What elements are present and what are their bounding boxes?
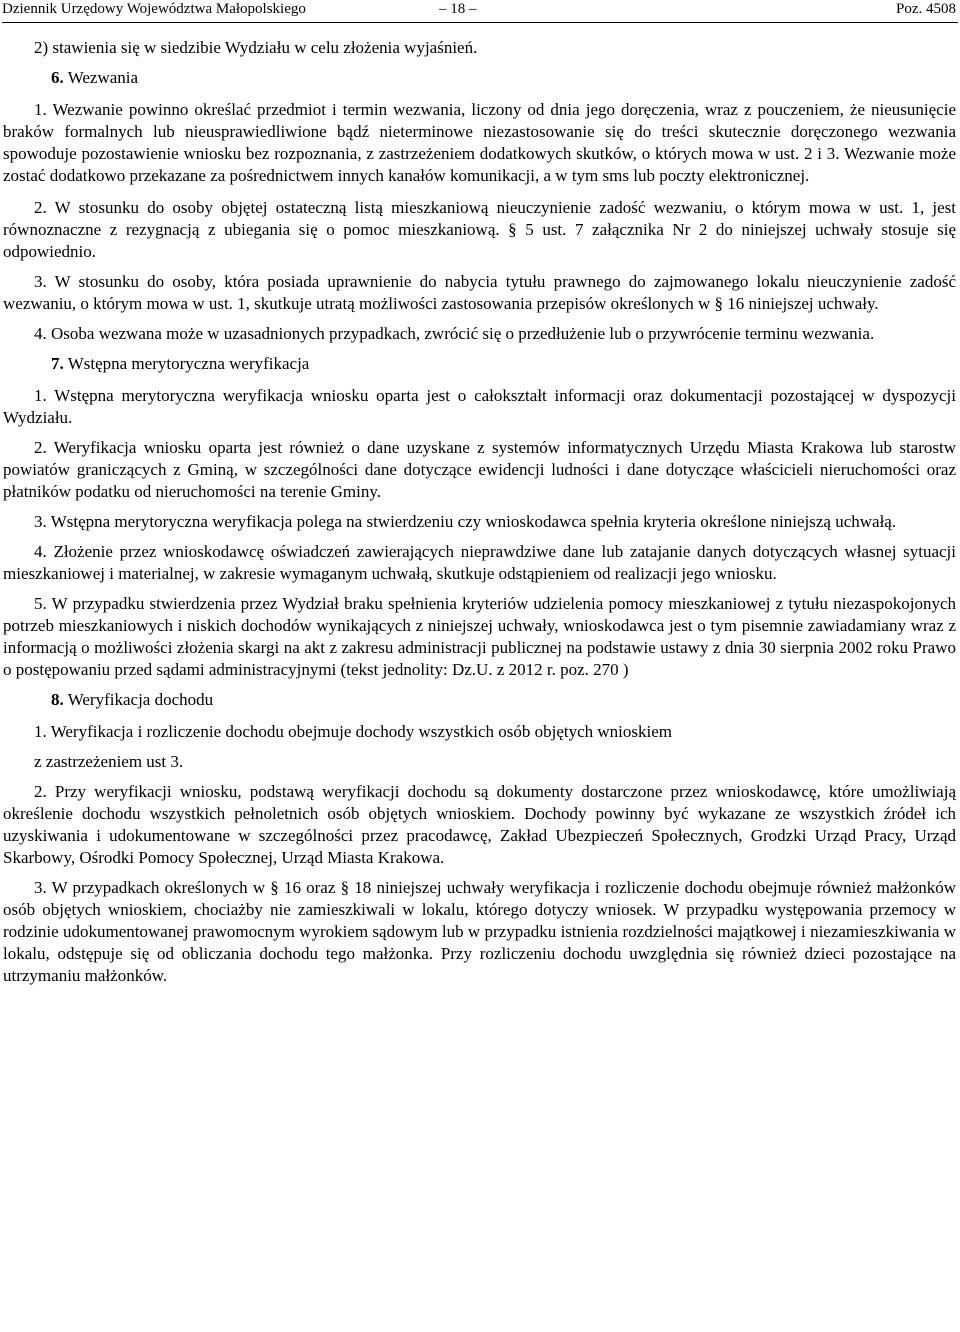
section-6-title: Wezwania <box>67 68 139 87</box>
section-8-paragraph-3: 3. W przypadkach określonych w § 16 oraz § 18 niniejszej uchwały weryfikacja i rozliczenie dochodu obejmuje również małżonków osób objętych wnioskiem, chociażby nie zamieszkiwali w lokalu, którego dotyczy wniosek. W przypadku występowania przemocy w rodzinie udokumentowanej prawomocnym wyrokiem sądowym lub w przypadku istnienia rozdzielności majątkowej i niezamieszkiwania w lokalu, odstępuje się od obliczania dochodu tego małżonka. Przy rozliczeniu dochodu uwzględnia się również dzieci pozostające na utrzymaniu małżonków. <box>3 878 956 985</box>
section-6-paragraph-2: 2. W stosunku do osoby objętej ostateczną listą mieszkaniową nieuczynienie zadość wezwaniu, o którym mowa w ust. 1, jest równoznaczne z rezygnacją z ubiegania się o pomoc mieszkaniową. § 5 ust. 7 załącznika Nr 2 do niniejszej uchwały stosuje się odpowiednio. <box>3 198 956 261</box>
section-6-paragraph-1: 1. Wezwanie powinno określać przedmiot i termin wezwania, liczony od dnia jego doręczenia, wraz z pouczeniem, że nieusunięcie braków formalnych lub nieusprawiedliwione bądź nieterminowe niezastosowanie się do treści skutecznie doręczonego wezwania spowoduje pozostawienie wniosku bez rozpoznania, z zastrzeżeniem dodatkowych skutków, o których mowa w ust. 2 i 3. Wezwanie może zostać dodatkowo przekazane za pośrednictwem innych kanałów komunikacji, a w tym sms lub poczty elektronicznej. <box>3 100 956 185</box>
section-7-number: 7. <box>51 354 64 373</box>
page-number: – 18 – <box>439 1 477 17</box>
section-7-paragraph-4: 4. Złożenie przez wnioskodawcę oświadczeń zawierających nieprawdziwe dane lub zatajanie danych dotyczących własnej sytuacji mieszkaniowej i materialnej, w zakresie wymaganym uchwałą, skutkuje odstąpieniem od realizacji jego wniosku. <box>3 542 956 583</box>
document-body <box>3 37 956 995</box>
intro-paragraph: 2) stawienia się w siedzibie Wydziału w celu złożenia wyjaśnień. <box>34 38 478 57</box>
journal-title: Dziennik Urzędowy Województwa Małopolskiego <box>2 1 306 17</box>
section-6-paragraph-4: 4. Osoba wezwana może w uzasadnionych przypadkach, zwrócić się o przedłużenie lub o przywrócenie terminu wezwania. <box>34 324 875 343</box>
section-8-paragraph-1-continuation: z zastrzeżeniem ust 3. <box>34 752 184 771</box>
section-7-paragraph-2: 2. Weryfikacja wniosku oparta jest również o dane uzyskane z systemów informatycznych Urzędu Miasta Krakowa lub starostw powiatów graniczących z Gminą, w szczególności dane dotyczące ewidencji ludności i dane dotyczące właścicieli nieruchomości oraz płatników podatku od nieruchomości na terenie Gminy. <box>3 438 956 501</box>
section-8-number: 8. <box>51 690 64 709</box>
section-7-paragraph-3: 3. Wstępna merytoryczna weryfikacja polega na stwierdzeniu czy wnioskodawca spełnia kryteria określone niniejszą uchwałą. <box>34 512 897 531</box>
section-8-paragraph-1: 1. Weryfikacja i rozliczenie dochodu obejmuje dochody wszystkich osób objętych wnioskiem <box>34 722 673 741</box>
section-7-heading <box>3 353 956 375</box>
section-6-paragraph-3: 3. W stosunku do osoby, która posiada uprawnienie do nabycia tytułu prawnego do zajmowanego lokalu nieuczynienie zadość wezwaniu, o którym mowa w ust. 1, skutkuje utratą możliwości zastosowania przepisów określonych w § 16 niniejszej uchwały. <box>3 272 956 313</box>
section-7-paragraph-5: 5. W przypadku stwierdzenia przez Wydział braku spełnienia kryteriów udzielenia pomocy mieszkaniowej z tytułu niezaspokojonych potrzeb mieszkaniowych i niskich dochodów wynikających z niniejszej uchwały, wnioskodawca jest o tym pisemnie zawiadamiany wraz z informacją o możliwości złożenia skargi na akt z zakresu administracji publicznej na podstawie ustawy z dnia 30 sierpnia 2002 roku Prawo o postępowaniu przed sądami administracyjnymi (tekst jednolity: Dz.U. z 2012 r. poz. 270 ) <box>3 594 956 679</box>
section-6-heading <box>3 67 956 89</box>
section-6-number: 6. <box>51 68 64 87</box>
section-8-paragraph-2: 2. Przy weryfikacji wniosku, podstawą weryfikacji dochodu są dokumenty dostarczone przez wnioskodawcę, które umożliwiają określenie dochodu wszystkich pełnoletnich osób objętych wnioskiem. Dochody powinny być wykazane ze wszystkich źródeł ich uzyskiwania i udokumentowane w szczególności przez pracodawcę, Zakład Ubezpieczeń Społecznych, Grodzki Urząd Pracy, Urząd Skarbowy, Ośrodki Pomocy Społecznej, Urząd Miasta Krakowa. <box>3 782 956 867</box>
page-header <box>2 0 958 23</box>
section-8-heading <box>3 689 956 711</box>
section-7-title: Wstępna merytoryczna weryfikacja <box>67 354 310 373</box>
section-7-paragraph-1: 1. Wstępna merytoryczna weryfikacja wniosku oparta jest o całokształt informacji oraz dokumentacji pozostającej w dyspozycji Wydziału. <box>3 386 956 427</box>
position-number: Poz. 4508 <box>896 1 956 17</box>
section-8-title: Weryfikacja dochodu <box>67 690 214 709</box>
